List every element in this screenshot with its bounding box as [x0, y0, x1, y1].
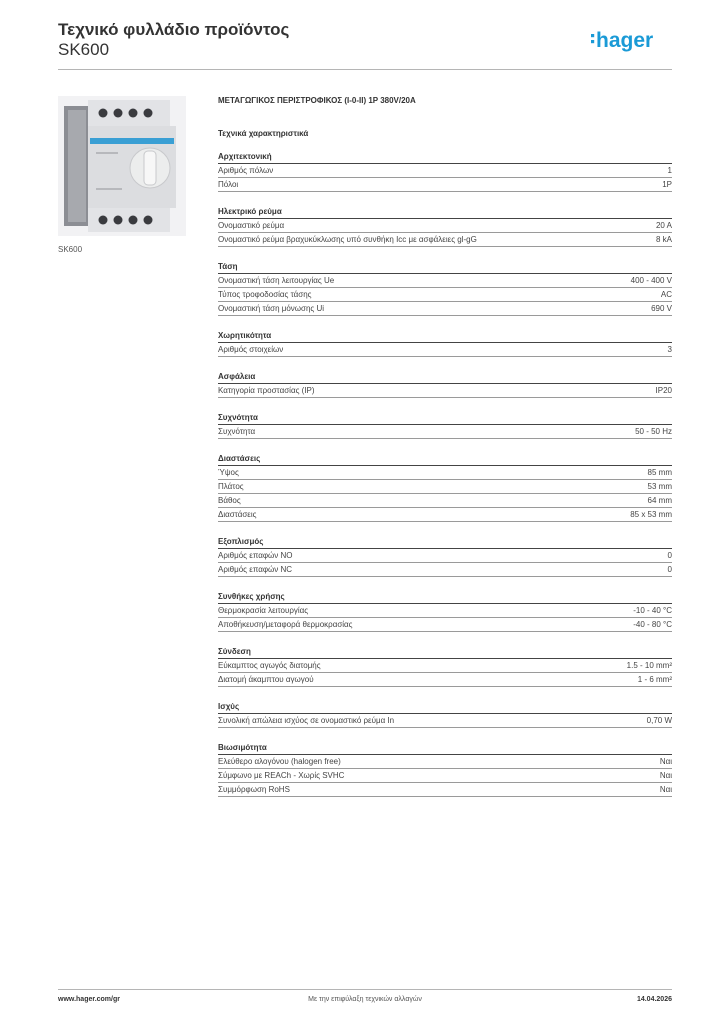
spec-row — [218, 302, 672, 316]
spec-label: Πόλοι — [218, 180, 239, 189]
spec-row — [218, 508, 672, 522]
spec-value: -10 - 40 °C — [633, 606, 672, 615]
section-title: Αρχιτεκτονική — [218, 151, 672, 164]
spec-section — [218, 412, 672, 439]
spec-value: 1P — [662, 180, 672, 189]
spec-value: Ναι — [659, 757, 672, 766]
spec-row — [218, 219, 672, 233]
spec-value: 0 — [667, 551, 672, 560]
spec-value: 53 mm — [647, 482, 672, 491]
spec-row — [218, 673, 672, 687]
page-header — [58, 20, 672, 70]
spec-section — [218, 591, 672, 632]
spec-row — [218, 549, 672, 563]
spec-row — [218, 288, 672, 302]
spec-sections — [218, 151, 672, 797]
section-title: Συχνότητα — [218, 412, 672, 425]
rotary-switch-icon — [58, 96, 186, 236]
spec-label: Διαστάσεις — [218, 510, 257, 519]
spec-section — [218, 151, 672, 192]
spec-row — [218, 604, 672, 618]
spec-row — [218, 618, 672, 632]
spec-label: Διατομή άκαμπτου αγωγού — [218, 675, 314, 684]
spec-label: Βάθος — [218, 496, 241, 505]
spec-row — [218, 563, 672, 577]
section-title: Ηλεκτρικό ρεύμα — [218, 206, 672, 219]
section-title: Ασφάλεια — [218, 371, 672, 384]
section-title: Χωρητικότητα — [218, 330, 672, 343]
footer-date: 14.04.2026 — [636, 996, 672, 1003]
spec-value: 85 mm — [647, 468, 672, 477]
spec-row — [218, 233, 672, 247]
spec-row — [218, 480, 672, 494]
spec-label: Αποθήκευση/μεταφορά θερμοκρασίας — [218, 620, 353, 629]
spec-section — [218, 330, 672, 357]
product-photo — [58, 96, 186, 236]
spec-row — [218, 769, 672, 783]
header-divider — [58, 69, 672, 70]
spec-label: Τύπος τροφοδοσίας τάσης — [218, 290, 312, 299]
spec-label: Συμμόρφωση RoHS — [218, 785, 290, 794]
spec-label: Εύκαμπτος αγωγός διατομής — [218, 661, 321, 670]
footer-notice: Με την επιφύλαξη τεχνικών αλλαγών — [308, 996, 422, 1003]
spec-subheading: Τεχνικά χαρακτηριστικά — [218, 129, 309, 138]
spec-section — [218, 206, 672, 247]
footer-divider — [58, 989, 672, 990]
spec-label: Ονομαστικό ρεύμα — [218, 221, 285, 230]
spec-value: 20 A — [655, 221, 672, 230]
spec-label: Ονομαστικό ρεύμα βραχυκύκλωσης υπό συνθήκη Icc με ασφάλειες gl-gG — [218, 235, 477, 244]
spec-row — [218, 178, 672, 192]
spec-label: Αριθμός στοιχείων — [218, 345, 284, 354]
spec-label: Αριθμός επαφών NO — [218, 551, 293, 560]
spec-value: 1 — [667, 166, 672, 175]
page-title: Τεχνικό φυλλάδιο προϊόντος — [58, 20, 290, 39]
section-title: Εξοπλισμός — [218, 536, 672, 549]
spec-value: 0,70 W — [646, 716, 672, 725]
spec-content — [218, 96, 672, 797]
spec-value: -40 - 80 °C — [633, 620, 672, 629]
spec-label: Ονομαστική τάση μόνωσης Ui — [218, 304, 325, 313]
spec-value: 8 kA — [655, 235, 672, 244]
spec-value: 50 - 50 Hz — [635, 427, 672, 436]
spec-section — [218, 453, 672, 522]
photo-caption: SK600 — [58, 245, 83, 254]
spec-section — [218, 536, 672, 577]
spec-row — [218, 384, 672, 398]
spec-label: Ύψος — [218, 468, 239, 477]
spec-row — [218, 755, 672, 769]
spec-row — [218, 466, 672, 480]
spec-row — [218, 164, 672, 178]
section-title: Συνθήκες χρήσης — [218, 591, 672, 604]
spec-value: 0 — [667, 565, 672, 574]
spec-value: 690 V — [651, 304, 672, 313]
spec-section — [218, 371, 672, 398]
spec-label: Αριθμός πόλων — [218, 166, 274, 175]
spec-value: 1 - 6 mm² — [637, 675, 672, 684]
page-footer — [58, 996, 672, 1010]
spec-value: 400 - 400 V — [630, 276, 672, 285]
brand-wordmark: hager — [596, 29, 654, 52]
spec-value: 3 — [667, 345, 672, 354]
hager-logo-icon — [590, 28, 672, 52]
spec-section — [218, 261, 672, 316]
spec-row — [218, 494, 672, 508]
spec-row — [218, 425, 672, 439]
spec-row — [218, 343, 672, 357]
spec-label: Σύμφωνο με REACh - Χωρίς SVHC — [218, 771, 345, 780]
spec-label: Πλάτος — [218, 482, 244, 491]
spec-label: Κατηγορία προστασίας (IP) — [218, 386, 315, 395]
spec-label: Συχνότητα — [218, 427, 256, 436]
spec-row — [218, 714, 672, 728]
spec-section — [218, 742, 672, 797]
product-code: SK600 — [58, 40, 110, 59]
spec-label: Ελεύθερο αλογόνου (halogen free) — [218, 757, 341, 766]
spec-value: AC — [660, 290, 672, 299]
spec-section — [218, 701, 672, 728]
spec-label: Θερμοκρασία λειτουργίας — [218, 606, 309, 615]
product-title: ΜΕΤΑΓΩΓΙΚΟΣ ΠΕΡΙΣΤΡΟΦΙΚΟΣ (I-0-II) 1P 380V/20A — [218, 96, 416, 105]
section-title: Τάση — [218, 261, 672, 274]
footer-url-link[interactable]: www.hager.com/gr — [58, 996, 120, 1003]
spec-row — [218, 274, 672, 288]
spec-value: 64 mm — [647, 496, 672, 505]
spec-section — [218, 646, 672, 687]
spec-value: Ναι — [659, 785, 672, 794]
spec-label: Αριθμός επαφών NC — [218, 565, 293, 574]
section-title: Διαστάσεις — [218, 453, 672, 466]
spec-value: IP20 — [655, 386, 672, 395]
spec-label: Ονομαστική τάση λειτουργίας Ue — [218, 276, 335, 285]
section-title: Ισχύς — [218, 701, 672, 714]
spec-label: Συνολική απώλεια ισχύος σε ονομαστικό ρεύμα In — [218, 716, 395, 725]
section-title: Σύνδεση — [218, 646, 672, 659]
section-title: Βιωσιμότητα — [218, 742, 672, 755]
spec-value: 85 x 53 mm — [630, 510, 672, 519]
spec-value: 1.5 - 10 mm² — [626, 661, 672, 670]
spec-row — [218, 659, 672, 673]
spec-row — [218, 783, 672, 797]
spec-value: Ναι — [659, 771, 672, 780]
